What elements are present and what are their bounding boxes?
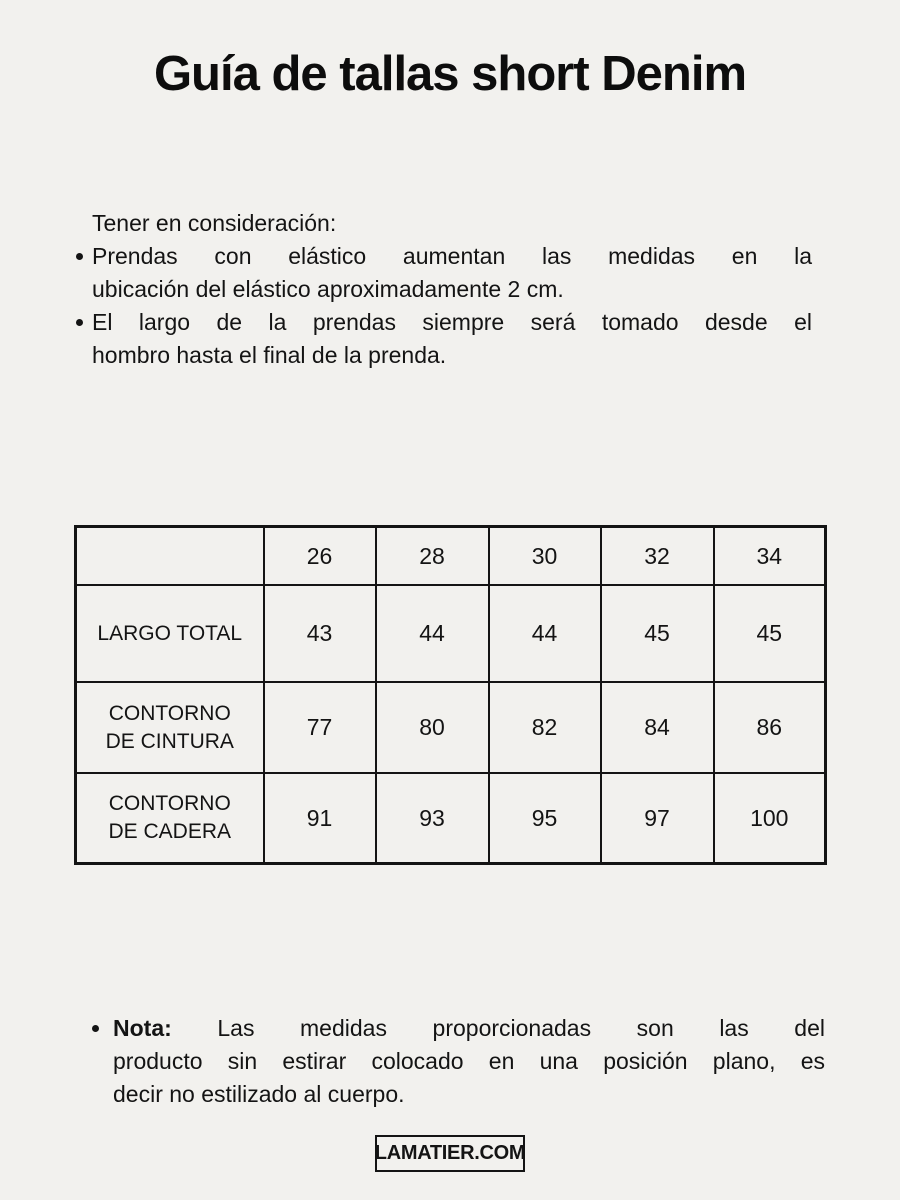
bullet-line: hombro hasta el final de la prenda. [92,342,447,368]
size-value-cell: 44 [489,585,601,682]
note-label: Nota: [113,1015,172,1041]
consideration-bullet-elastic [92,240,812,306]
size-value-cell: 80 [376,682,489,773]
note-line: decir no estilizado al cuerpo. [113,1081,405,1107]
size-col-header: 26 [264,527,376,586]
size-col-header: 30 [489,527,601,586]
bullet-dot-icon [92,1025,99,1032]
brand-text: LAMATIER.COM [374,1142,526,1164]
bullet-dot-icon [76,253,83,260]
size-col-header: 34 [714,527,826,586]
note-text: Las medidas proporcionadas son las del [217,1015,825,1041]
size-col-header: 28 [376,527,489,586]
size-value-cell: 95 [489,773,601,864]
row-label: CONTORNO DE CADERA [76,773,264,864]
note-section [113,1012,825,1111]
table-row-contorno-cintura [76,682,826,773]
size-value-cell: 84 [601,682,714,773]
bullet-dot-icon [76,319,83,326]
row-label: CONTORNO DE CINTURA [76,682,264,773]
size-value-cell: 82 [489,682,601,773]
table-row-contorno-cadera [76,773,826,864]
corner-cell [76,527,264,586]
size-value-cell: 43 [264,585,376,682]
size-col-header: 32 [601,527,714,586]
size-value-cell: 97 [601,773,714,864]
size-value-cell: 77 [264,682,376,773]
size-value-cell: 45 [714,585,826,682]
bullet-line: El largo de la prendas siempre será tomado desde el [92,309,812,335]
size-value-cell: 86 [714,682,826,773]
brand-box [375,1135,525,1172]
size-value-cell: 91 [264,773,376,864]
size-value-cell: 44 [376,585,489,682]
size-value-cell: 100 [714,773,826,864]
size-table [74,525,827,865]
size-value-cell: 93 [376,773,489,864]
bullet-line: Prendas con elástico aumentan las medidas en la [92,243,812,269]
note-line [113,1012,825,1045]
size-table-header-row [76,527,826,586]
consideration-bullet-length [92,306,812,372]
page-title: Guía de tallas short Denim [153,47,747,101]
table-row-largo-total [76,585,826,682]
size-value-cell: 45 [601,585,714,682]
row-label: LARGO TOTAL [76,585,264,682]
considerations-heading: Tener en consideración: [92,210,337,236]
note-line: producto sin estirar colocado en una posición plano, es [113,1048,825,1074]
bullet-line: ubicación del elástico aproximadamente 2 cm. [92,276,564,302]
considerations-section [92,207,812,372]
